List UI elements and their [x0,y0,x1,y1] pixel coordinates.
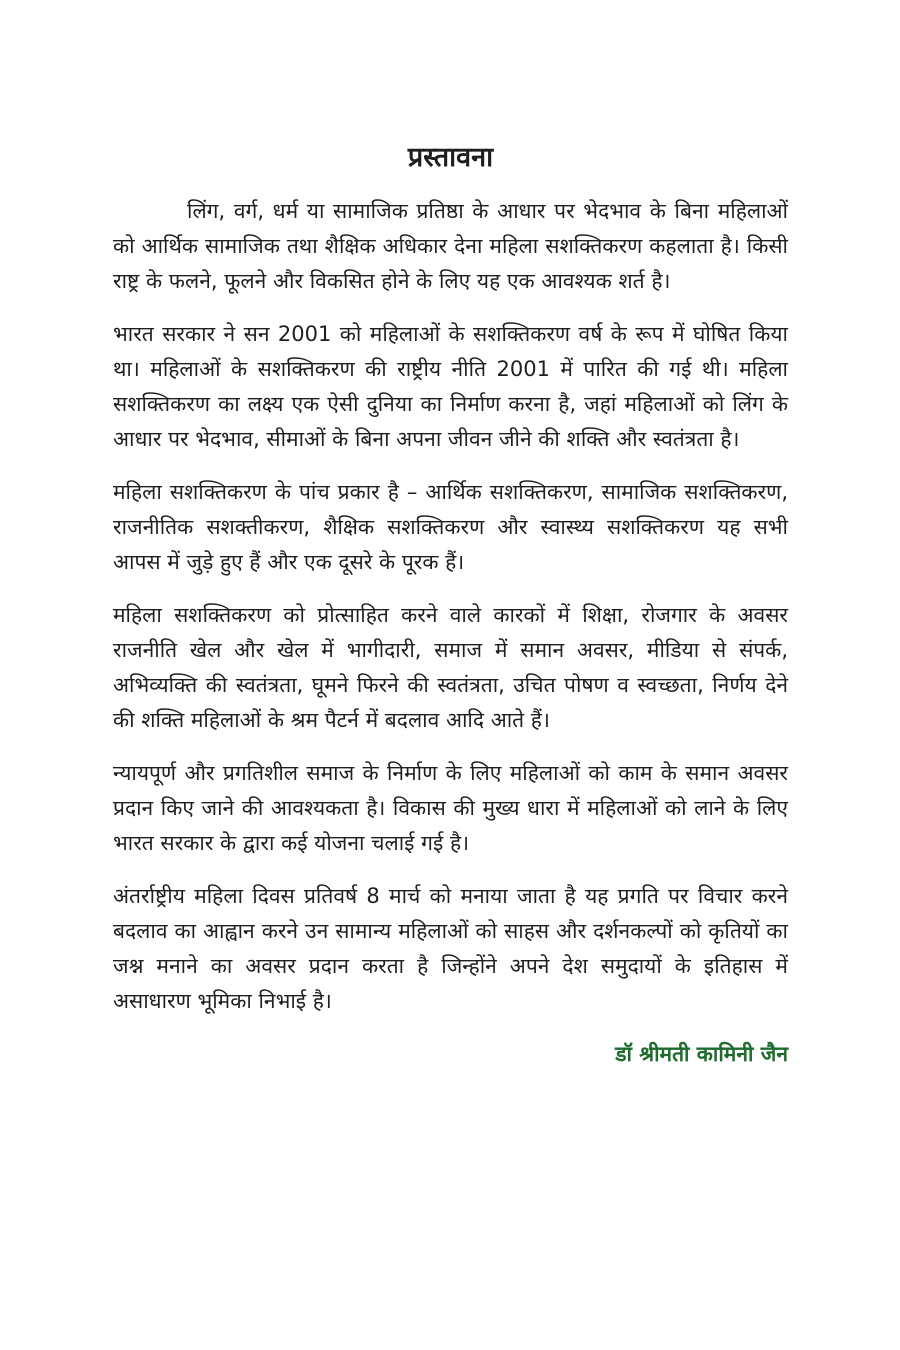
author-signature: डॉ श्रीमती कामिनी जैन [615,1042,788,1066]
paragraph-4: महिला सशक्तिकरण को प्रोत्साहित करने वाले कारकों में शिक्षा, रोजगार के अवसर राजनीति खेल और खेल में भागीदारी, समाज में समान अवसर, मीडिया से संपर्क, अभिव्यक्ति की स्वतंत्रता, घूमने फिरने की स्वतंत्रता, उचित पोषण व स्वच्छता, निर्णय देने की शक्ति महिलाओं के श्रम पैटर्न में बदलाव आदि आते हैं। [113,603,788,732]
paragraph-1: लिंग, वर्ग, धर्म या सामाजिक प्रतिष्ठा के आधार पर भेदभाव के बिना महिलाओं को आर्थिक सामाजिक तथा शैक्षिक अधिकार देना महिला सशक्तिकरण कहलाता है। किसी राष्ट्र के फलने, फूलने और विकसित होने के लिए यह एक आवश्यक शर्त है। [113,199,788,293]
paragraph-6: अंतर्राष्ट्रीय महिला दिवस प्रतिवर्ष 8 मार्च को मनाया जाता है यह प्रगति पर विचार करने बदलाव का आह्वान करने उन सामान्य महिलाओं को साहस और दर्शनकल्पों को कृतियों का जश्न मनाने का अवसर प्रदान करता है जिन्होंने अपने देश समुदायों के इतिहास में असाधारण भूमिका निभाई है। [113,884,788,1013]
paragraph-5: न्यायपूर्ण और प्रगतिशील समाज के निर्माण के लिए महिलाओं को काम के समान अवसर प्रदान किए जाने की आवश्यकता है। विकास की मुख्य धारा में महिलाओं को लाने के लिए भारत सरकार के द्वारा कई योजना चलाई गई है। [113,761,788,855]
paragraph-3: महिला सशक्तिकरण के पांच प्रकार है – आर्थिक सशक्तिकरण, सामाजिक सशक्तिकरण, राजनीतिक सशक्तीकरण, शैक्षिक सशक्तिकरण और स्वास्थ्य सशक्तिकरण यह सभी आपस में जुड़े हुए हैं और एक दूसरे के पूरक हैं। [113,480,788,574]
page-content [113,136,788,1071]
page-title: प्रस्तावना [407,142,494,173]
paragraph-2: भारत सरकार ने सन 2001 को महिलाओं के सशक्तिकरण वर्ष के रूप में घोषित किया था। महिलाओं के सशक्तिकरण की राष्ट्रीय नीति 2001 में पारित की गई थी। महिला सशक्तिकरण का लक्ष्य एक ऐसी दुनिया का निर्माण करना है, जहां महिलाओं को लिंग के आधार पर भेदभाव, सीमाओं के बिना अपना जीवन जीने की शक्ति और स्वतंत्रता है। [113,322,788,451]
